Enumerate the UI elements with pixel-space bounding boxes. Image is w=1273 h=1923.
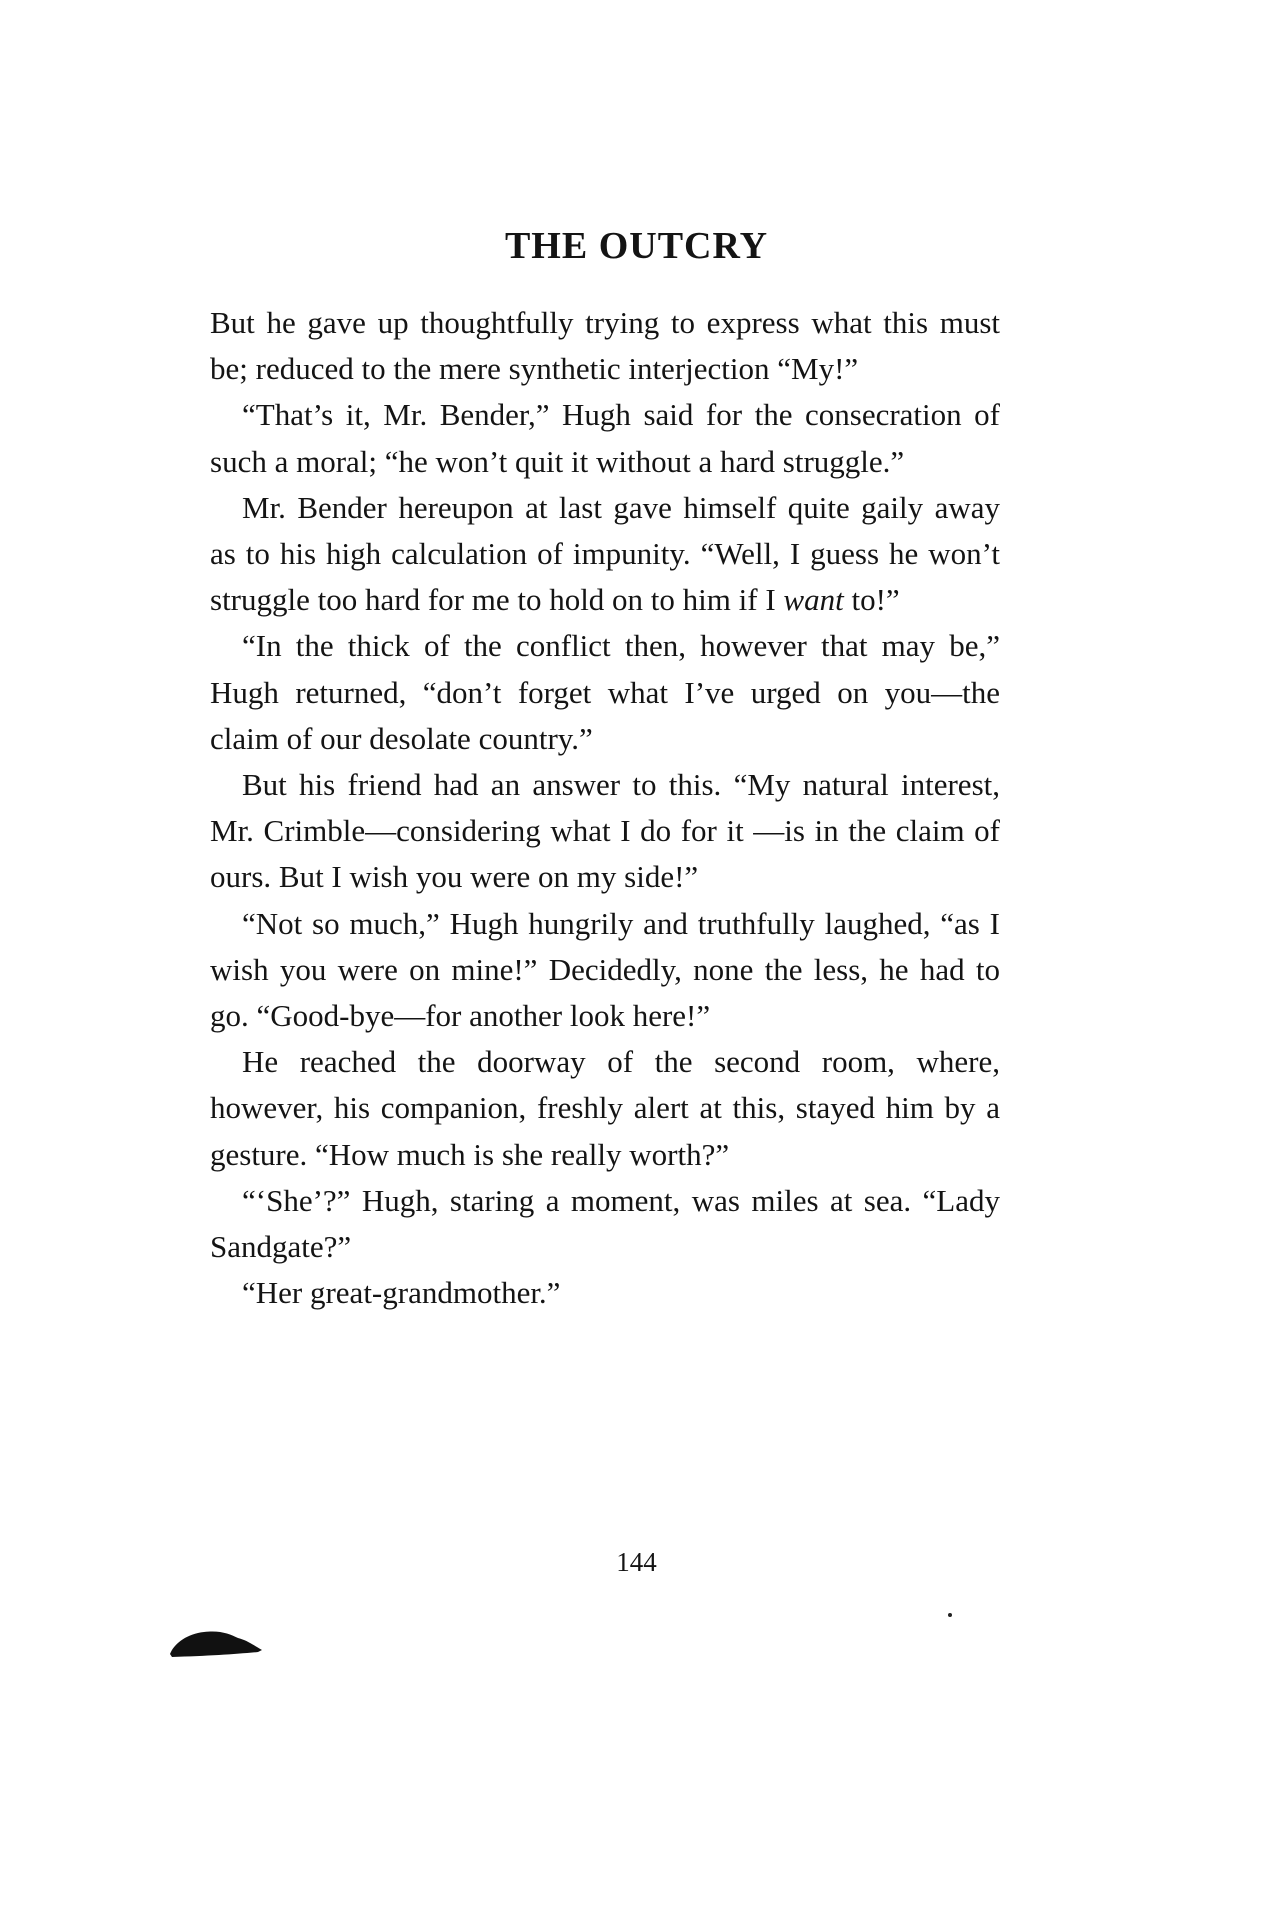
body-text	[210, 300, 1000, 1316]
text-segment: He reached the doorway of the second room, where, however, his companion, freshly alert at this, stayed him by a gesture. “How much is she really worth?”	[210, 1044, 1000, 1172]
ink-blot-mark	[168, 1624, 264, 1658]
paragraph	[210, 1039, 1000, 1178]
paragraph	[210, 1270, 1000, 1316]
text-segment: But he gave up thoughtfully trying to express what this must be; reduced to the mere synthetic interjection “My!”	[210, 305, 1000, 387]
paragraph	[210, 1178, 1000, 1270]
text-segment: “Her great-grandmother.”	[242, 1275, 561, 1311]
text-segment: “Not so much,” Hugh hungrily and truthfully laughed, “as I wish you were on mine!” Decidedly, none the less, he had to go. “Good-bye—for another look here!”	[210, 905, 1000, 1034]
text-segment: But his friend had an answer to this. “My natural interest, Mr. Crimble—considering what I do for it —is in the claim of ours. But I wish you were on my side!”	[210, 767, 1000, 895]
paragraph	[210, 485, 1000, 624]
text-segment: to!”	[843, 582, 900, 618]
paragraph	[210, 762, 1000, 901]
dust-speck	[948, 1613, 952, 1617]
text-segment: “That’s it, Mr. Bender,” Hugh said for the consecration of such a moral; “he won’t quit it without a hard struggle.”	[210, 397, 1000, 479]
paragraph	[210, 392, 1000, 484]
page-number: 144	[616, 1547, 657, 1577]
text-segment: Mr. Bender hereupon at last gave himself quite gaily away as to his high calculation of impunity. “Well, I guess he won’t struggle too hard for me to hold on to him if I	[210, 489, 1000, 618]
running-head: THE OUTCRY	[504, 225, 769, 267]
italic-emphasis: want	[783, 582, 844, 618]
text-segment: “In the thick of the conflict then, however that may be,” Hugh returned, “don’t forget what I’ve urged on you—the claim of our desolate country.”	[210, 628, 1000, 756]
paragraph	[210, 623, 1000, 762]
text-segment: “‘She’?” Hugh, staring a moment, was miles at sea. “Lady Sandgate?”	[210, 1182, 1000, 1265]
paragraph	[210, 901, 1000, 1040]
paragraph	[210, 300, 1000, 392]
